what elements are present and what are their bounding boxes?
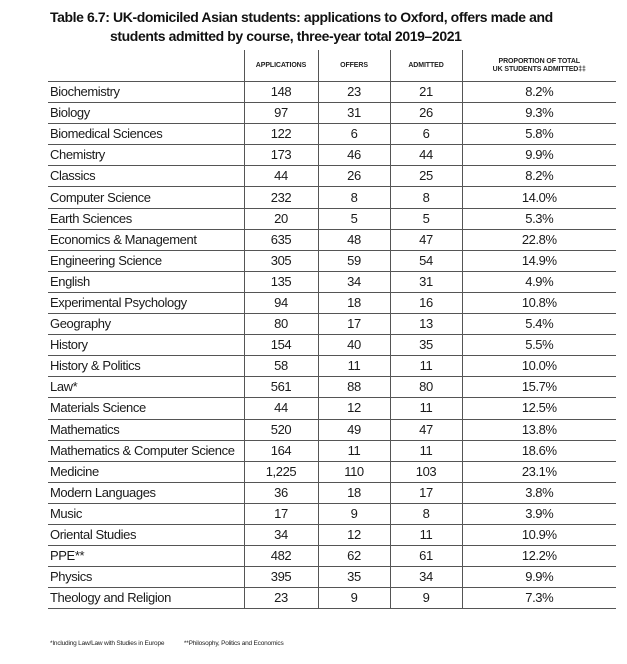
- course-cell: History & Politics: [48, 356, 244, 377]
- table-title-line-2: students admitted by course, three-year total 2019–2021: [110, 28, 462, 44]
- table-row: [48, 398, 616, 419]
- table-row: [48, 314, 616, 335]
- table-row: [48, 250, 616, 271]
- offers-cell: 6: [318, 124, 390, 145]
- course-cell: History: [48, 335, 244, 356]
- table-row: [48, 482, 616, 503]
- proportion-cell: 3.9%: [462, 503, 616, 524]
- admitted-cell: 9: [390, 588, 462, 609]
- applications-cell: 36: [244, 482, 318, 503]
- proportion-cell: 23.1%: [462, 461, 616, 482]
- applications-cell: 482: [244, 546, 318, 567]
- proportion-cell: 10.8%: [462, 292, 616, 313]
- table-row: [48, 440, 616, 461]
- course-cell: Experimental Psychology: [48, 292, 244, 313]
- offers-cell: 18: [318, 292, 390, 313]
- table-row: [48, 419, 616, 440]
- proportion-cell: 4.9%: [462, 271, 616, 292]
- admitted-cell: 17: [390, 482, 462, 503]
- applications-cell: 58: [244, 356, 318, 377]
- admissions-table: [48, 50, 616, 609]
- admitted-cell: 21: [390, 82, 462, 103]
- offers-column-header: OFFERS: [318, 50, 390, 82]
- table-row: [48, 208, 616, 229]
- admitted-cell: 103: [390, 461, 462, 482]
- course-cell: Geography: [48, 314, 244, 335]
- footnote-ppe: **Philosophy, Politics and Economics: [183, 640, 284, 647]
- admitted-cell: 25: [390, 166, 462, 187]
- admitted-cell: 8: [390, 503, 462, 524]
- admitted-cell: 16: [390, 292, 462, 313]
- table-title: [50, 8, 610, 46]
- applications-cell: 135: [244, 271, 318, 292]
- offers-cell: 5: [318, 208, 390, 229]
- offers-cell: 11: [318, 356, 390, 377]
- proportion-cell: 5.4%: [462, 314, 616, 335]
- proportion-cell: 22.8%: [462, 229, 616, 250]
- course-cell: Law*: [48, 377, 244, 398]
- applications-cell: 17: [244, 503, 318, 524]
- proportion-header-line-2: UK STUDENTS ADMITTED‡‡: [492, 65, 586, 73]
- proportion-cell: 9.9%: [462, 145, 616, 166]
- proportion-cell: 14.9%: [462, 250, 616, 271]
- proportion-cell: 12.2%: [462, 546, 616, 567]
- applications-cell: 561: [244, 377, 318, 398]
- course-cell: Modern Languages: [48, 482, 244, 503]
- course-cell: Materials Science: [48, 398, 244, 419]
- table-row: [48, 461, 616, 482]
- offers-cell: 9: [318, 503, 390, 524]
- offers-cell: 9: [318, 588, 390, 609]
- footnote-law: *Including Law/Law with Studies in Europe: [50, 640, 165, 647]
- table-row: [48, 166, 616, 187]
- offers-cell: 12: [318, 398, 390, 419]
- offers-cell: 49: [318, 419, 390, 440]
- applications-cell: 122: [244, 124, 318, 145]
- offers-cell: 23: [318, 82, 390, 103]
- applications-cell: 20: [244, 208, 318, 229]
- course-cell: Oriental Studies: [48, 524, 244, 545]
- admitted-cell: 11: [390, 524, 462, 545]
- proportion-cell: 10.9%: [462, 524, 616, 545]
- course-cell: Theology and Religion: [48, 588, 244, 609]
- table-row: [48, 588, 616, 609]
- applications-cell: 305: [244, 250, 318, 271]
- course-cell: English: [48, 271, 244, 292]
- proportion-header-line-1: PROPORTION OF TOTAL: [498, 57, 580, 65]
- admitted-cell: 44: [390, 145, 462, 166]
- course-cell: Biomedical Sciences: [48, 124, 244, 145]
- applications-cell: 173: [244, 145, 318, 166]
- offers-cell: 8: [318, 187, 390, 208]
- proportion-cell: 8.2%: [462, 82, 616, 103]
- table-row: [48, 335, 616, 356]
- applications-cell: 635: [244, 229, 318, 250]
- proportion-cell: 5.8%: [462, 124, 616, 145]
- proportion-cell: 3.8%: [462, 482, 616, 503]
- course-cell: Computer Science: [48, 187, 244, 208]
- applications-cell: 97: [244, 103, 318, 124]
- offers-cell: 11: [318, 440, 390, 461]
- course-cell: Engineering Science: [48, 250, 244, 271]
- offers-cell: 12: [318, 524, 390, 545]
- course-cell: Medicine: [48, 461, 244, 482]
- table-title-line-1: Table 6.7: UK-domiciled Asian students: applications to Oxford, offers made and: [50, 9, 553, 25]
- admitted-cell: 13: [390, 314, 462, 335]
- table-row: [48, 229, 616, 250]
- table-row: [48, 377, 616, 398]
- offers-cell: 35: [318, 567, 390, 588]
- admitted-cell: 61: [390, 546, 462, 567]
- course-cell: Mathematics & Computer Science: [48, 440, 244, 461]
- table-row: [48, 546, 616, 567]
- course-cell: Music: [48, 503, 244, 524]
- admitted-cell: 35: [390, 335, 462, 356]
- course-cell: Chemistry: [48, 145, 244, 166]
- table-row: [48, 524, 616, 545]
- offers-cell: 48: [318, 229, 390, 250]
- proportion-cell: 8.2%: [462, 166, 616, 187]
- applications-cell: 94: [244, 292, 318, 313]
- table-body: [48, 82, 616, 609]
- proportion-cell: 7.3%: [462, 588, 616, 609]
- applications-cell: 1,225: [244, 461, 318, 482]
- table-row: [48, 503, 616, 524]
- admitted-column-header: ADMITTED: [390, 50, 462, 82]
- table-row: [48, 82, 616, 103]
- footnotes: [50, 640, 284, 647]
- admitted-cell: 11: [390, 356, 462, 377]
- table-row: [48, 187, 616, 208]
- applications-cell: 44: [244, 398, 318, 419]
- offers-cell: 26: [318, 166, 390, 187]
- applications-column-header: APPLICATIONS: [244, 50, 318, 82]
- applications-cell: 232: [244, 187, 318, 208]
- course-cell: Biology: [48, 103, 244, 124]
- admitted-cell: 54: [390, 250, 462, 271]
- course-cell: PPE**: [48, 546, 244, 567]
- admitted-cell: 47: [390, 419, 462, 440]
- applications-cell: 23: [244, 588, 318, 609]
- admitted-cell: 26: [390, 103, 462, 124]
- admitted-cell: 8: [390, 187, 462, 208]
- offers-cell: 31: [318, 103, 390, 124]
- applications-cell: 154: [244, 335, 318, 356]
- admitted-cell: 11: [390, 440, 462, 461]
- admitted-cell: 5: [390, 208, 462, 229]
- table-row: [48, 145, 616, 166]
- proportion-cell: 9.3%: [462, 103, 616, 124]
- offers-cell: 18: [318, 482, 390, 503]
- course-cell: Economics & Management: [48, 229, 244, 250]
- offers-cell: 88: [318, 377, 390, 398]
- offers-cell: 17: [318, 314, 390, 335]
- admitted-cell: 11: [390, 398, 462, 419]
- offers-cell: 46: [318, 145, 390, 166]
- proportion-cell: 18.6%: [462, 440, 616, 461]
- table-row: [48, 124, 616, 145]
- proportion-cell: 10.0%: [462, 356, 616, 377]
- offers-cell: 62: [318, 546, 390, 567]
- applications-cell: 34: [244, 524, 318, 545]
- offers-cell: 59: [318, 250, 390, 271]
- proportion-cell: 5.5%: [462, 335, 616, 356]
- course-cell: Physics: [48, 567, 244, 588]
- table-header-row: [48, 50, 616, 82]
- table-row: [48, 356, 616, 377]
- admitted-cell: 47: [390, 229, 462, 250]
- admitted-cell: 31: [390, 271, 462, 292]
- proportion-cell: 12.5%: [462, 398, 616, 419]
- table-row: [48, 292, 616, 313]
- applications-cell: 148: [244, 82, 318, 103]
- admitted-cell: 34: [390, 567, 462, 588]
- offers-cell: 34: [318, 271, 390, 292]
- applications-cell: 520: [244, 419, 318, 440]
- offers-cell: 40: [318, 335, 390, 356]
- table-row: [48, 271, 616, 292]
- course-column-header: [48, 50, 244, 82]
- offers-cell: 110: [318, 461, 390, 482]
- proportion-column-header: [462, 50, 616, 82]
- proportion-cell: 9.9%: [462, 567, 616, 588]
- applications-cell: 395: [244, 567, 318, 588]
- proportion-cell: 14.0%: [462, 187, 616, 208]
- proportion-cell: 13.8%: [462, 419, 616, 440]
- applications-cell: 80: [244, 314, 318, 335]
- admitted-cell: 80: [390, 377, 462, 398]
- table-row: [48, 567, 616, 588]
- course-cell: Classics: [48, 166, 244, 187]
- applications-cell: 44: [244, 166, 318, 187]
- admitted-cell: 6: [390, 124, 462, 145]
- applications-cell: 164: [244, 440, 318, 461]
- proportion-cell: 5.3%: [462, 208, 616, 229]
- table-row: [48, 103, 616, 124]
- course-cell: Biochemistry: [48, 82, 244, 103]
- course-cell: Mathematics: [48, 419, 244, 440]
- proportion-cell: 15.7%: [462, 377, 616, 398]
- course-cell: Earth Sciences: [48, 208, 244, 229]
